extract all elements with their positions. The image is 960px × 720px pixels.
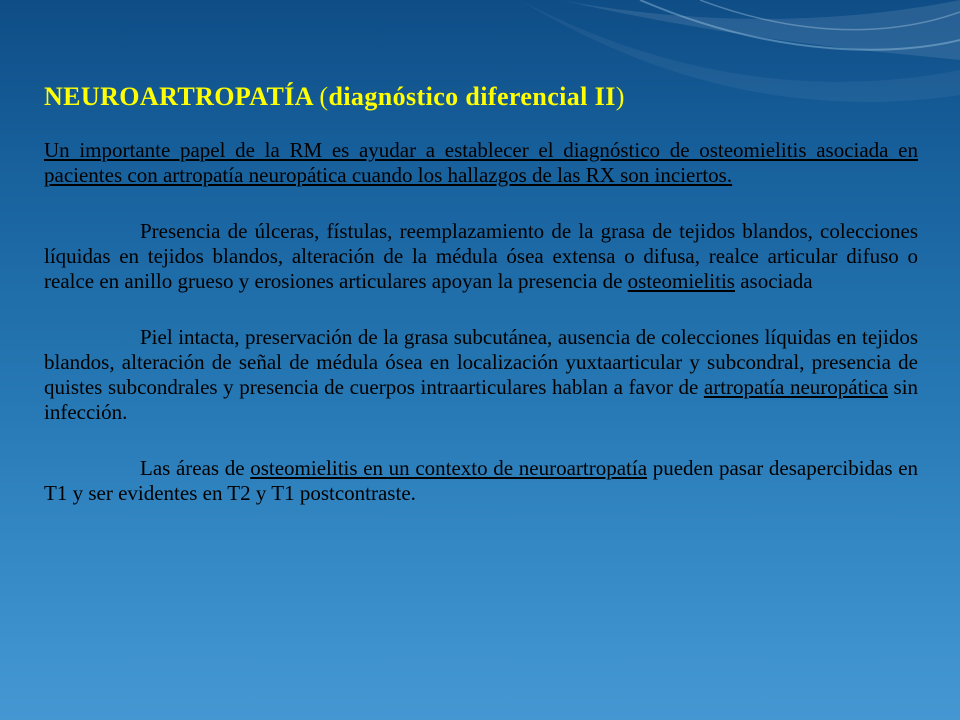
slide-content bbox=[44, 82, 918, 537]
slide-title bbox=[44, 82, 918, 112]
neuropathic-paragraph bbox=[44, 325, 918, 425]
intro-paragraph bbox=[44, 138, 918, 188]
areas-underlined: osteomielitis en un contexto de neuroartropatía bbox=[250, 456, 648, 480]
areas-end: pueden pasar desapercibidas en T1 y ser evidentes en T2 y T1 postcontraste. bbox=[44, 456, 919, 505]
title-main: NEUROARTROPATÍA bbox=[44, 82, 313, 111]
title-subtitle: diagnóstico diferencial II bbox=[328, 82, 616, 111]
title-paren-close: ) bbox=[615, 82, 625, 111]
neuropathic-text: Piel intacta, preservación de la grasa subcutánea, ausencia de colecciones líquidas en tejidos blandos, alteración de señal de médula ósea en localización yuxtaarticular y subcondral, presencia de quistes subcondrales y presencia de cuerpos intraarticulares hablan a favor de bbox=[44, 325, 918, 399]
neuropathic-end: sin infección. bbox=[44, 375, 919, 424]
intro-text: Un importante papel de la RM es ayudar a establecer el diagnóstico de osteomielitis asociada en pacientes con artropatía neuropática cuando los hallazgos de las RX son inciertos. bbox=[44, 138, 918, 187]
areas-start: Las áreas de bbox=[140, 456, 245, 480]
osteomyelitis-text: Presencia de úlceras, fístulas, reemplazamiento de la grasa de tejidos blandos, colecciones líquidas en tejidos blandos, alteración de la médula ósea extensa o difusa, realce articular difuso o realce en anillo grueso y erosiones articulares apoyan la presencia de bbox=[44, 219, 918, 293]
areas-paragraph bbox=[44, 456, 918, 506]
title-paren-open: ( bbox=[319, 82, 329, 111]
osteomyelitis-end: asociada bbox=[740, 269, 813, 293]
osteomyelitis-paragraph bbox=[44, 219, 918, 294]
neuropathic-underlined: artropatía neuropática bbox=[703, 375, 888, 399]
osteomyelitis-underlined: osteomielitis bbox=[627, 269, 735, 293]
